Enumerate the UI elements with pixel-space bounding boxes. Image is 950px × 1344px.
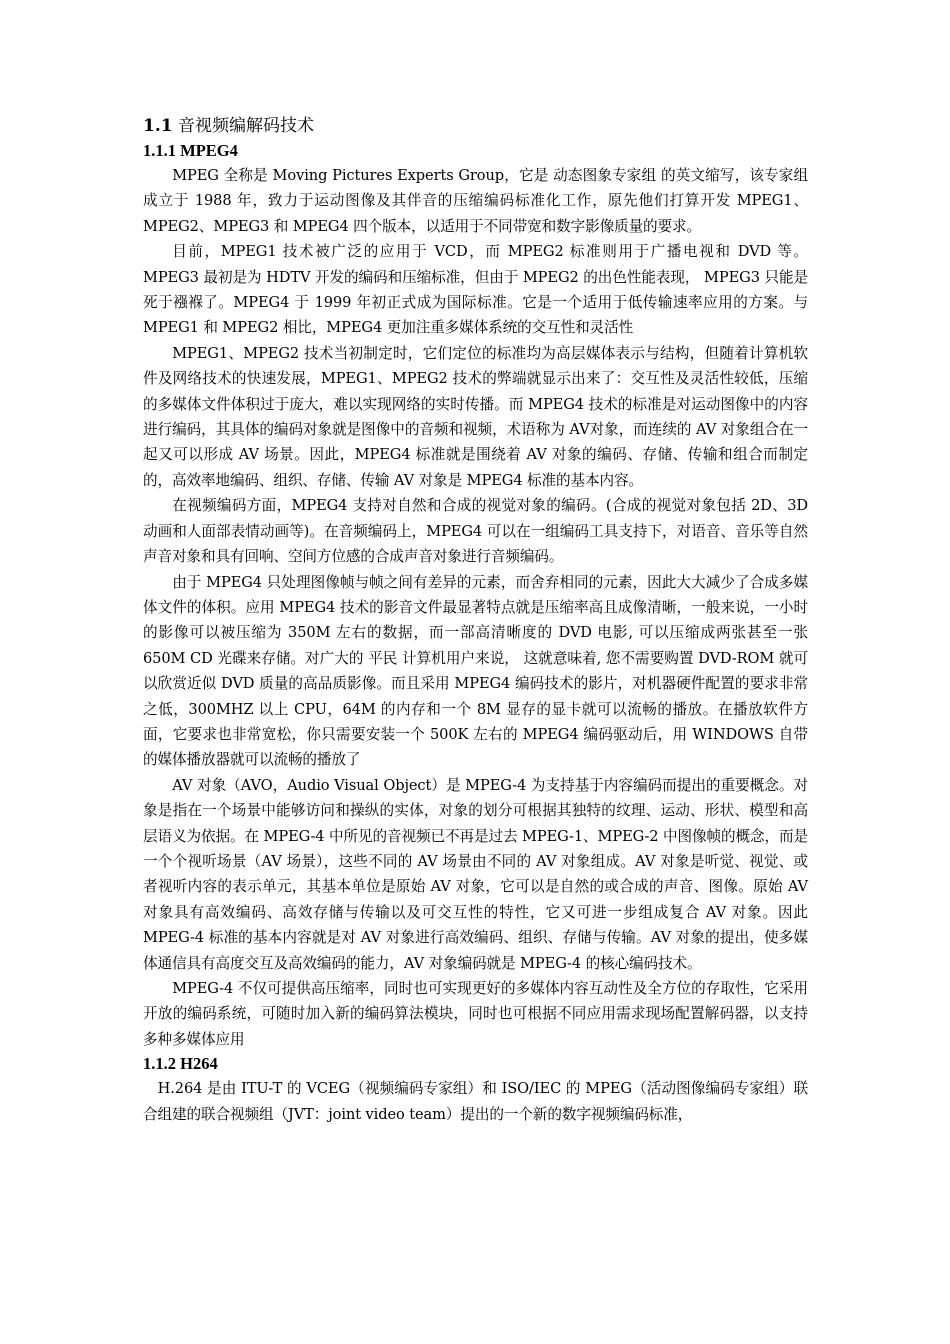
- paragraph: MPEG 全称是 Moving Pictures Experts Group，它是 动态图象专家组 的英文缩写，该专家组成立于 1988 年，致力于运动图像及其伴音的压缩编码标准化工作，原先他们打算开发 MPEG1、MPEG2、MPEG3 和 MPEG4 四个版本，以适用于不同带宽和数字影像质量的要求。: [143, 167, 808, 235]
- subsection-heading-h264: 1.1.2 H264: [143, 1054, 218, 1074]
- subsection-heading-mpeg4: 1.1.1 MPEG4: [143, 141, 238, 160]
- section-heading-1-1: [143, 113, 808, 139]
- paragraph: MPEG1、MPEG2 技术当初制定时，它们定位的标准均为高层媒体表示与结构，但随着计算机软件及网络技术的快速发展，MPEG1、MPEG2 技术的弊端就显示出来了：交互性及灵活性较低，压缩的多媒体文件体积过于庞大，难以实现网络的实时传播。而 MPEG4 技术的标准是对运动图像中的内容进行编码，其具体的编码对象就是图像中的音频和视频，术语称为 AV对象，而连续的 AV 对象组合在一起又可以形成 AV 场景。因此，MPEG4 标准就是围绕着 AV 对象的编码、存储、传输和组合而制定的，高效率地编码、组织、存储、传输 AV 对象是 MPEG4 标准的基本内容。: [143, 344, 808, 489]
- paragraph: 目前，MPEG1 技术被广泛的应用于 VCD，而 MPEG2 标准则用于广播电视和 DVD 等。MPEG3 最初是为 HDTV 开发的编码和压缩标准，但由于 MPEG2 的出色性能表现， MPEG3 只能是死于襁褓了。MPEG4 于 1999 年初正式成为国际标准。它是一个适用于低传输速率应用的方案。与 MPEG1 和 MPEG2 相比，MPEG4 更加注重多媒体系统的交互性和灵活性: [143, 243, 808, 337]
- paragraph: 在视频编码方面，MPEG4 支持对自然和合成的视觉对象的编码。(合成的视觉对象包括 2D、3D 动画和人面部表情动画等)。在音频编码上，MPEG4 可以在一组编码工具支持下，对语音、音乐等自然声音对象和具有回响、空间方位感的合成声音对象进行音频编码。: [143, 497, 808, 566]
- paragraph: H.264 是由 ITU-T 的 VCEG（视频编码专家组）和 ISO/IEC 的 MPEG（活动图像编码专家组）联合组建的联合视频组（JVT：joint video team）提出的一个新的数字视频编码标准，: [143, 1080, 808, 1123]
- paragraph: 由于 MPEG4 只处理图像帧与帧之间有差异的元素，而舍弃相同的元素，因此大大减少了合成多媒体文件的体积。应用 MPEG4 技术的影音文件最显著特点就是压缩率高且成像清晰，一般来说，一小时的影像可以被压缩为 350M 左右的数据，而一部高清晰度的 DVD 电影, 可以压缩成两张甚至一张 650M CD 光碟来存储。对广大的 平民 计算机用户来说， 这就意味着, 您不需要购置 DVD-ROM 就可以欣赏近似 DVD 质量的高品质影像。而且采用 MPEG4 编码技术的影片，对机器硬件配置的要求非常之低，300MHZ 以上 CPU，64M 的内存和一个 8M 显存的显卡就可以流畅的播放。在播放软件方面，它要求也非常宽松，你只需要安装一个 500K 左右的 MPEG4 编码驱动后，用 WINDOWS 自带的媒体播放器就可以流畅的播放了: [143, 573, 808, 769]
- paragraph: MPEG-4 不仅可提供高压缩率，同时也可实现更好的多媒体内容互动性及全方位的存取性，它采用开放的编码系统，可随时加入新的编码算法模块，同时也可根据不同应用需求现场配置解码器，以支持多种多媒体应用: [143, 980, 808, 1048]
- document-body: [143, 113, 808, 1127]
- section-title: 音视频编解码技术: [177, 116, 314, 136]
- paragraph: AV 对象（AVO，Audio Visual Object）是 MPEG-4 为支持基于内容编码而提出的重要概念。对象是指在一个场景中能够访问和操纵的实体，对象的划分可根据其独特的纹理、运动、形状、模型和高层语义为依据。在 MPEG-4 中所见的音视频已不再是过去 MPEG-1、MPEG-2 中图像帧的概念，而是一个个视听场景（AV 场景），这些不同的 AV 场景由不同的 AV 对象组成。AV 对象是听觉、视觉、或者视听内容的表示单元，其基本单位是原始 AV 对象，它可以是自然的或合成的声音、图像。原始 AV 对象具有高效编码、高效存储与传输以及可交互性的特性，它又可进一步组成复合 AV 对象。因此 MPEG-4 标准的基本内容就是对 AV 对象进行高效编码、组织、存储与传输。AV 对象的提出，使多媒体通信具有高度交互及高效编码的能力，AV 对象编码就是 MPEG-4 的核心编码技术。: [143, 776, 808, 972]
- section-number: 1.1: [143, 116, 173, 136]
